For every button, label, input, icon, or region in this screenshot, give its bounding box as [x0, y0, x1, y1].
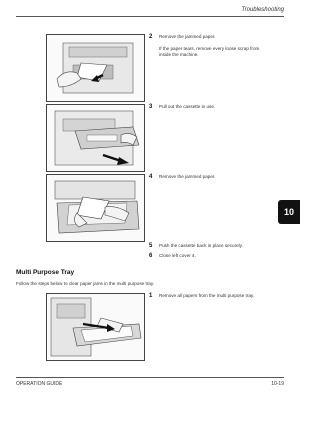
- section-title: Multi Purpose Tray: [16, 269, 75, 276]
- illustration-remove-jammed-paper: [46, 34, 145, 102]
- step-number: 2: [149, 34, 153, 40]
- chapter-tab: 10: [278, 200, 300, 224]
- step-note: inside the machine.: [159, 52, 199, 57]
- cassette-illustration: [47, 105, 144, 171]
- step-number: 1: [149, 293, 153, 299]
- section-intro: Follow the steps below to clear paper jams in the multi purpose tray.: [16, 281, 155, 286]
- step-text: Remove the jammed paper.: [159, 174, 216, 179]
- step-text: Remove the jammed paper.: [159, 34, 216, 39]
- step-text: Remove all papers from the multi purpose tray.: [159, 293, 255, 298]
- footer-divider: [16, 377, 284, 378]
- illustration-remove-paper-cassette: [46, 174, 145, 242]
- header-divider: [16, 16, 284, 17]
- footer-page-number: 10-19: [271, 381, 284, 387]
- step-number: 4: [149, 174, 153, 180]
- step-text: Pull out the cassette in use.: [159, 104, 216, 109]
- header-title: Troubleshooting: [241, 7, 284, 13]
- printer-illustration: [47, 35, 144, 101]
- illustration-multi-purpose-tray: [46, 293, 145, 361]
- illustration-pull-out-cassette: [46, 104, 145, 172]
- footer-guide-name: OPERATION GUIDE: [16, 381, 63, 387]
- mpt-illustration: [47, 294, 144, 360]
- step-number: 3: [149, 104, 153, 110]
- cassette-paper-illustration: [47, 175, 144, 241]
- step-note: If the paper tears, remove every loose scrap from: [159, 46, 260, 51]
- step-text: Close left cover 4.: [159, 253, 196, 258]
- step-number: 5: [149, 243, 153, 249]
- step-number: 6: [149, 253, 153, 259]
- step-text: Push the cassette back in place securely.: [159, 243, 243, 248]
